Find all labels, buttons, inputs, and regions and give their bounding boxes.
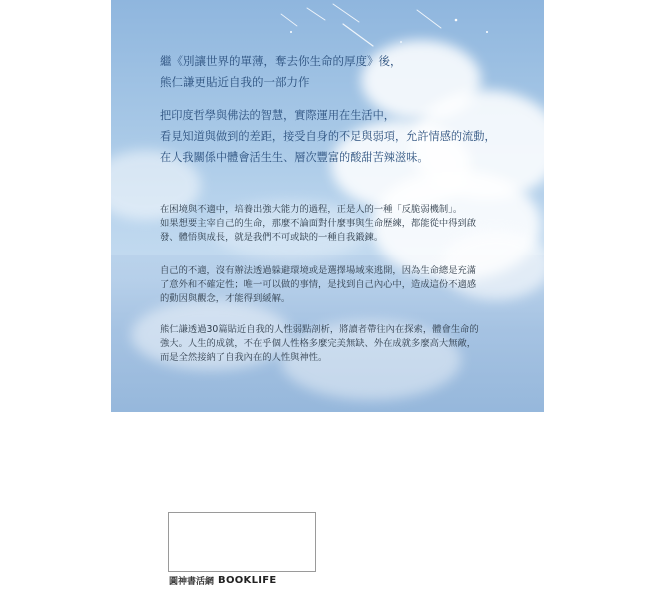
body-paragraph: [160, 203, 500, 245]
body-paragraph: [160, 264, 500, 306]
body-line: 的動因與觀念，才能得到緩解。: [160, 293, 291, 304]
publisher-name-en: BOOKLIFE: [218, 575, 277, 586]
body-line: 發、體悟與成長，就是我們不可或缺的一種自我鍛鍊。: [160, 232, 384, 243]
body-line: 如果想要主宰自己的生命，那麼不論面對什麼事與生命歷練，都能從中得到啟: [160, 218, 477, 229]
publisher-name-cn: 圓神書活網: [169, 577, 215, 587]
intro-line: 在人我關係中體會活生生、層次豐富的酸甜苦辣滋味。: [160, 151, 429, 164]
back-cover-artwork: [111, 0, 544, 412]
tagline-line: 繼《別讓世界的單薄，奪去你生命的厚度》後，: [160, 54, 402, 68]
body-line: 自己的不適，沒有辦法透過躲避環境或是選擇場域來逃開，因為生命總是充滿: [160, 265, 477, 276]
body-line: 強大。人生的成就，不在乎個人性格多麼完美無缺、外在成就多麼高大無敵，: [160, 338, 477, 349]
intro-line: 看見知道與做到的差距，接受自身的不足與弱項，允許情感的流動，: [160, 130, 496, 143]
tagline: [160, 51, 520, 93]
body-line: 熊仁謙透過30篇貼近自我的人性弱點剖析，將讀者帶往內在探索，體會生命的: [160, 324, 479, 335]
body-line: 在困境與不適中，培養出強大能力的過程，正是人的一種「反脆弱機制」。: [160, 204, 463, 215]
body-line: 而是全然接納了自我內在的人性與神性。: [160, 352, 328, 363]
tagline-line: 熊仁謙更貼近自我的一部力作: [160, 75, 310, 89]
barcode-placeholder: [168, 512, 316, 572]
publisher-logo: [169, 574, 277, 587]
intro-line: 把印度哲學與佛法的智慧，實際運用在生活中，: [160, 109, 395, 122]
intro-paragraph: [160, 105, 520, 168]
body-line: 了意外和不確定性；唯一可以做的事情，是找到自己內心中，造成這份不適感: [160, 279, 477, 290]
body-paragraph: [160, 323, 500, 365]
